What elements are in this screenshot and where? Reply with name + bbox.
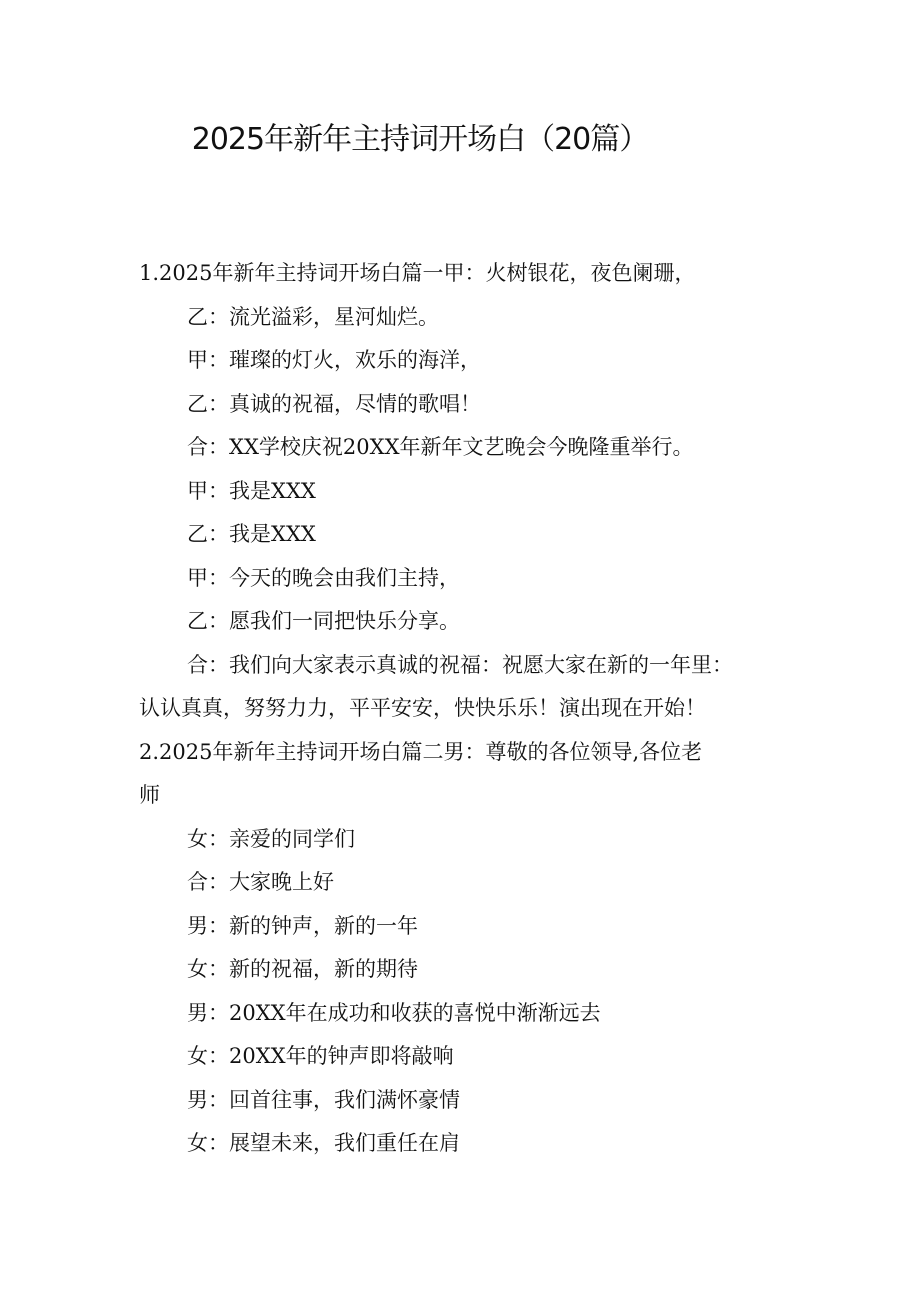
- paragraph-line: 乙：愿我们一同把快乐分享。: [187, 609, 460, 633]
- paragraph-line: 合：XX学校庆祝20XX年新年文艺晚会今晚隆重举行。: [187, 435, 694, 459]
- document-title: 2025年新年主持词开场白（20篇）: [191, 122, 649, 157]
- paragraph-line: 合：大家晚上好: [187, 870, 334, 894]
- paragraph-line: 2.2025年新年主持词开场白篇二男：尊敬的各位领导,各位老: [139, 739, 703, 764]
- paragraph-line: 师: [139, 783, 160, 807]
- paragraph-line: 乙：真诚的祝福，尽情的歌唱！: [187, 391, 481, 416]
- paragraph-line: 乙：流光溢彩，星河灿烂。: [187, 304, 439, 329]
- paragraph-line: 甲：今天的晚会由我们主持，: [187, 565, 460, 590]
- paragraph-line: 1.2025年新年主持词开场白篇一甲：火树银花，夜色阑珊，: [139, 261, 696, 285]
- paragraph-line: 乙：我是XXX: [187, 522, 316, 546]
- paragraph-line: 合：我们向大家表示真诚的祝福：祝愿大家在新的一年里：: [187, 652, 733, 677]
- paragraph-line: 认认真真，努努力力，平平安安，快快乐乐！演出现在开始！: [139, 696, 706, 720]
- paragraph-line: 男：20XX年在成功和收获的喜悦中渐渐远去: [187, 1000, 601, 1025]
- paragraph-line: 女：展望未来，我们重任在肩: [187, 1131, 460, 1155]
- paragraph-line: 甲：璀璨的灯火，欢乐的海洋，: [187, 348, 481, 372]
- paragraph-line: 女：亲爱的同学们: [187, 826, 355, 851]
- paragraph-line: 女：20XX年的钟声即将敲响: [187, 1044, 454, 1068]
- document-body: [139, 252, 799, 1166]
- paragraph-line: 女：新的祝福，新的期待: [187, 957, 418, 981]
- paragraph-line: 男：回首往事，我们满怀豪情: [187, 1087, 460, 1112]
- paragraph-line: 男：新的钟声，新的一年: [187, 913, 418, 938]
- paragraph-line: 甲：我是XXX: [187, 478, 316, 503]
